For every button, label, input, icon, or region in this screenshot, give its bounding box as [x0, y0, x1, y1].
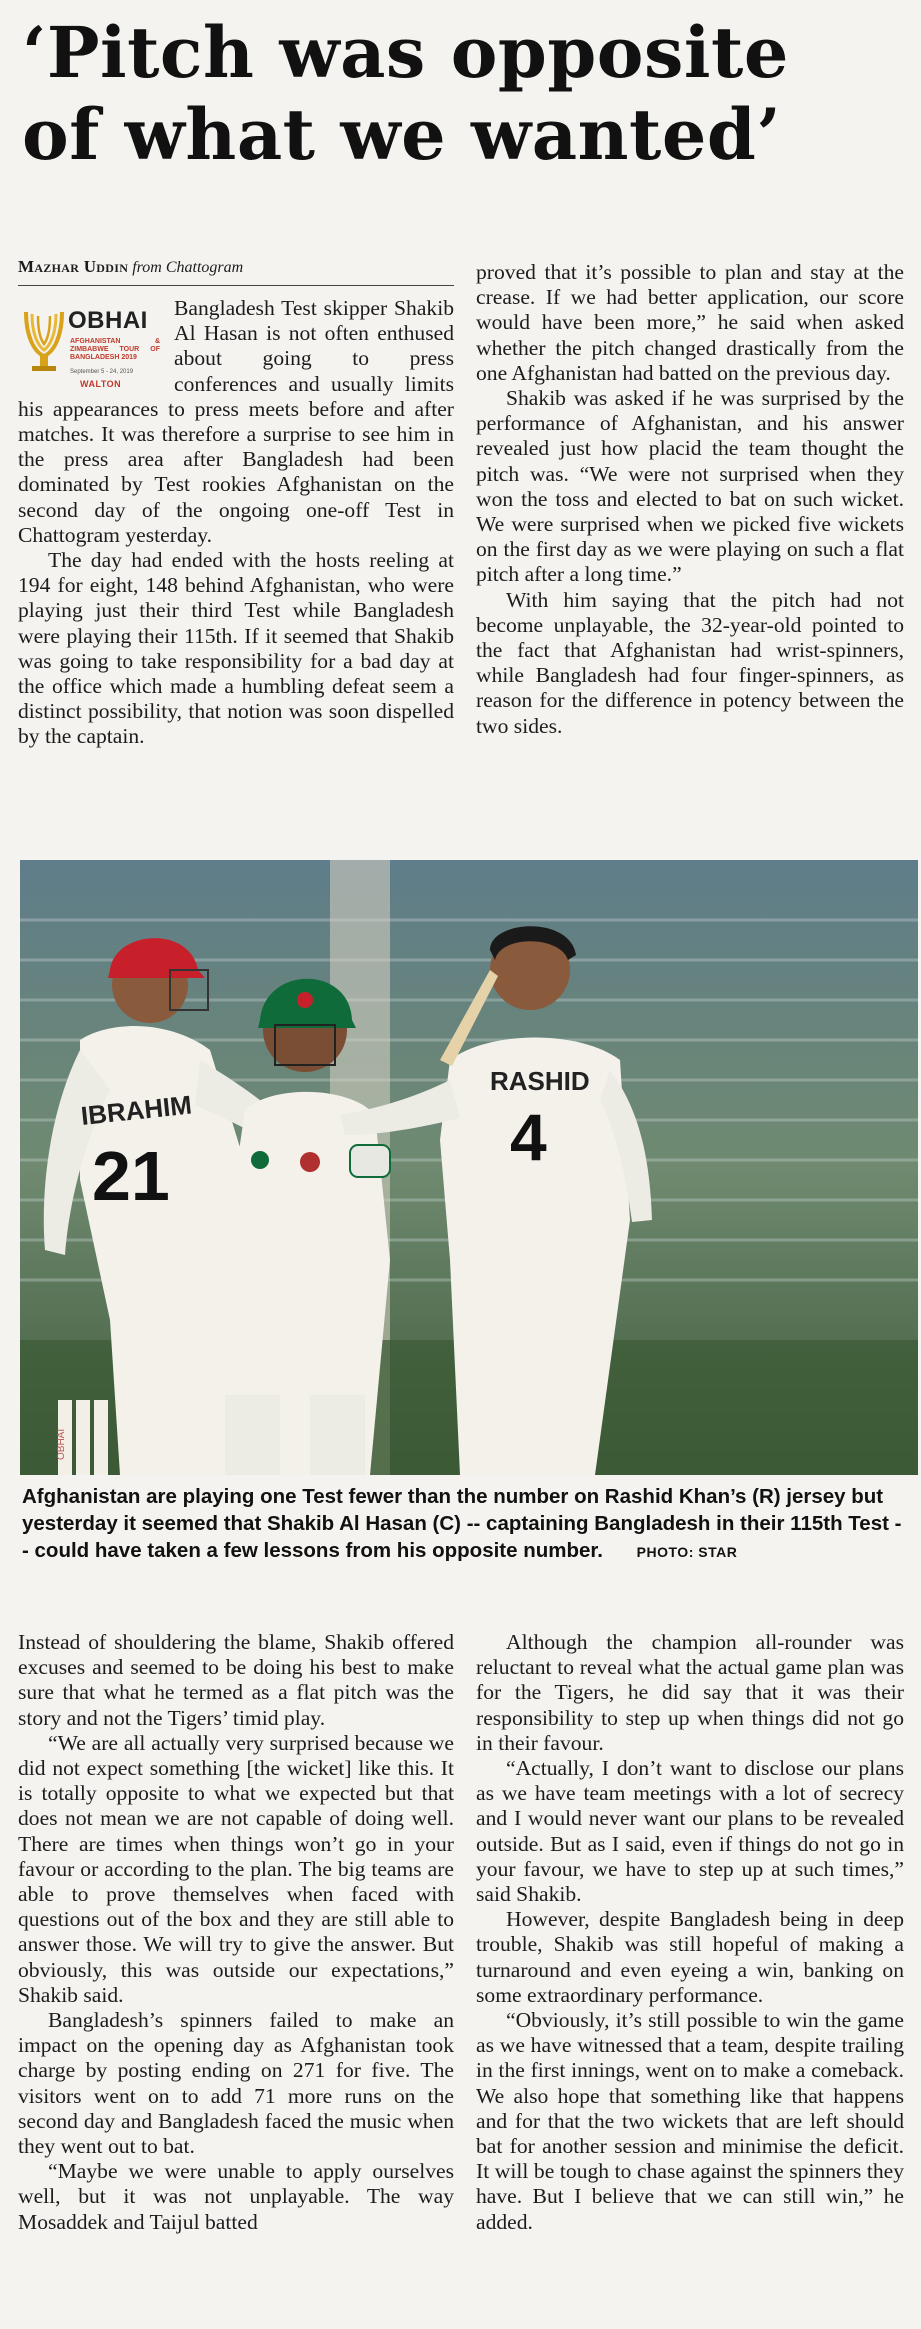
paragraph: With him saying that the pitch had not become unplayable, the 32-year-old pointed to the fact that Afghanistan had wrist-spinners, while Bangladesh had four finger-spinners, as reason for the difference in potency between the two sides.: [476, 587, 904, 738]
paragraph: “We are all actually very surprised because we did not expect something [the wicket] like this. It is totally opposite to what we expected but that does not mean we are not capable of doing well. There are times when things won’t go in your favour or according to the plan. The big teams are able to prove themselves when faced with questions out of the box and they are still able to answer those. We will try to give the answer. But obviously, this was outside our expectations,” Shakib said.: [18, 1730, 454, 2007]
sponsor-tour-title: AFGHANISTAN & ZIMBABWE TOUR OF BANGLADESH 2019: [70, 338, 160, 361]
trophy-icon: [20, 306, 68, 374]
article-column-3: [18, 1630, 454, 2235]
headline-line-2: of what we wanted’: [22, 93, 782, 176]
article-column-4: [476, 1630, 904, 2235]
byline: [18, 256, 454, 286]
byline-location: from Chattogram: [132, 259, 244, 276]
paragraph: Although the champion all-rounder was reluctant to reveal what the actual game plan was for the Tigers, he did say that it was their responsibility to step up when things did not go in their favour.: [476, 1630, 904, 1755]
paragraph: However, despite Bangladesh being in deep trouble, Shakib was still hopeful of making a turnaround and even eyeing a win, banking on some extraordinary performance.: [476, 1907, 904, 2007]
article-column-2: [476, 260, 904, 739]
paragraph: “Actually, I don’t want to disclose our plans as we have team meetings with a lot of secrecy and I would never want our plans to be revealed outside. But as I said, even if things do not go in your favour, we have to step up at such times,” said Shakib.: [476, 1756, 904, 1907]
stumps: [56, 1400, 108, 1475]
headline-line-1: ‘Pitch was opposite: [22, 11, 789, 94]
photo-credit: PHOTO: STAR: [636, 1544, 738, 1560]
jersey-number-ibrahim: 21: [92, 1137, 170, 1215]
byline-author: Mazhar Uddin: [18, 257, 129, 276]
sponsor-tour-dates: September 5 - 24, 2019: [70, 369, 134, 375]
cricket-ball: [300, 1152, 320, 1172]
paragraph: Bangladesh’s spinners failed to make an impact on the opening day as Afghanistan took charge by posting ending on 271 for five. The visitors went on to add 71 more runs on the second day and Bangladesh faced the music when they went out to bat.: [18, 2008, 454, 2159]
photo-caption: [22, 1483, 902, 1566]
paragraph: Shakib was asked if he was surprised by the performance of Afghanistan, and his answer revealed just how placid the team thought the pitch was. “We were not surprised when they won the toss and elected to bat on such wicket. We were surprised when we picked five wickets on the first day as we were playing on such a flat pitch after a long time.”: [476, 386, 904, 587]
stump-text: OBHAI: [56, 1428, 67, 1460]
jersey-name-rashid: RASHID: [490, 1066, 590, 1096]
sponsor-logo: [18, 300, 160, 392]
caption-text: Afghanistan are playing one Test fewer than the number on Rashid Khan’s (R) jersey but yesterday it seemed that Shakib Al Hasan (C) -- captaining Bangladesh in their 115th Test -- could have taken a few lessons from his opposite number.: [22, 1485, 902, 1562]
paragraph: “Obviously, it’s still possible to win the game as we have witnessed that a team, despite trailing in the first innings, went on to make a comeback. We also hope that something like that happens and for that the two wickets that are left should bat for another session and minimise the deficit. It will be tough to chase against the spinners they have. But I believe that we can still win,” he added.: [476, 2008, 904, 2234]
headline: [22, 12, 902, 176]
paragraph: The day had ended with the hosts reeling at 194 for eight, 148 behind Afghanistan, who were playing just their third Test while Bangladesh were playing their 115th. If it seemed that Shakib was going to take responsibility for a bad day at the office which made a humbling defeat seem a distinct possibility, that notion was soon dispelled by the captain.: [18, 548, 454, 749]
walton-logo: WALTON: [80, 379, 122, 389]
article-column-1: [18, 256, 454, 750]
cricketers-illustration: [20, 860, 918, 1475]
paragraph: “Maybe we were unable to apply ourselves well, but it was not unplayable. The way Mosaddek and Taijul batted: [18, 2159, 454, 2234]
jersey-name-ibrahim: IBRAHIM: [79, 1089, 194, 1131]
match-photo: [20, 860, 918, 1475]
batting-glove: [350, 1145, 390, 1177]
paragraph: Instead of shouldering the blame, Shakib offered excuses and seemed to be doing his best to make sure that what he termed as a flat pitch was the story and not the Tigers’ timid play.: [18, 1630, 454, 1730]
paragraph: Bangladesh Test skipper Shakib Al Hasan is not often enthused about going to press conferences and usually limits his appearances to press meets before and after matches. It was therefore a surprise to see him in the press area after Bangladesh had been dominated by Test rookies Afghanistan on the second day of the ongoing one-off Test in Chattogram yesterday.: [18, 296, 454, 547]
paragraph: proved that it’s possible to plan and stay at the crease. If we had better application, our score would have been more,” he said when asked whether the pitch changed drastically from the one Afghanistan had batted on the previous day.: [476, 260, 904, 385]
jersey-number-rashid: 4: [510, 1100, 547, 1174]
sponsor-name: OBHAI: [68, 307, 148, 334]
